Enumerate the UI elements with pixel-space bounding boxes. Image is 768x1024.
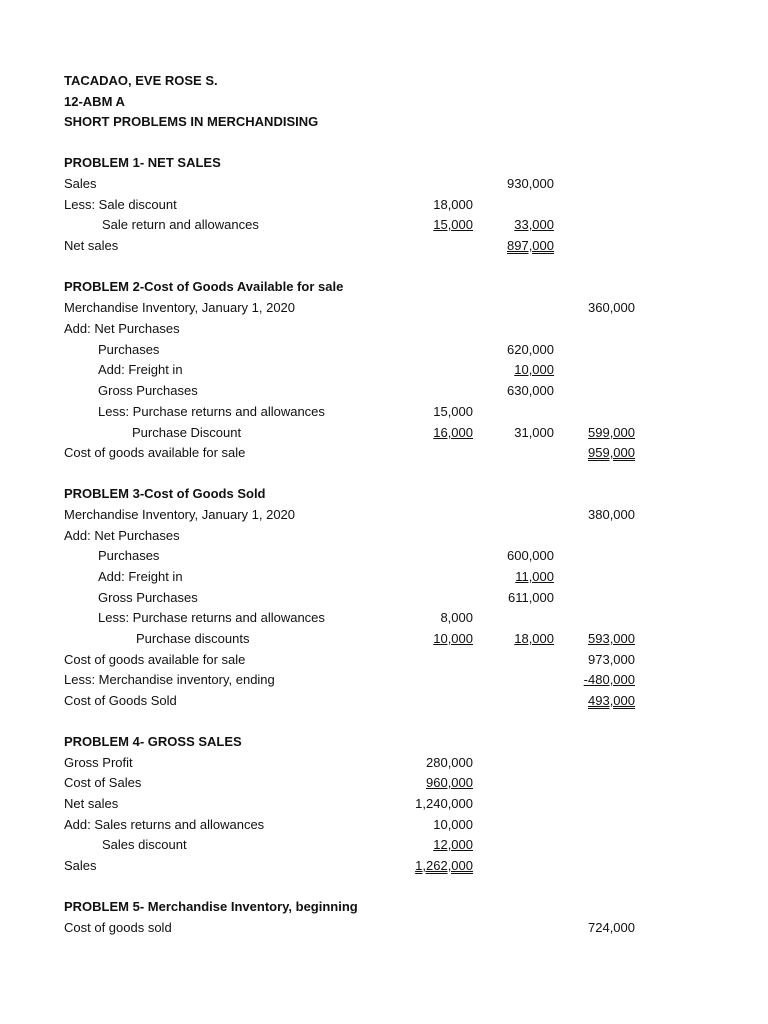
p1-row-net <box>0 235 768 256</box>
amount: 973,000 <box>588 652 635 667</box>
amount: 724,000 <box>588 920 635 935</box>
p4-row-sales <box>0 855 768 876</box>
row-label: Cost of Goods Sold <box>64 693 177 708</box>
row-label: Purchases <box>98 548 160 563</box>
p4-row-cost-of-sales <box>0 772 768 793</box>
problem-5-heading: PROBLEM 5- Merchandise Inventory, beginning <box>64 899 358 914</box>
row-label: Less: Purchase returns and allowances <box>98 610 325 625</box>
amount-total: 31,000 <box>514 425 554 440</box>
row-label: Less: Merchandise inventory, ending <box>64 672 275 687</box>
header-section-line <box>0 91 768 112</box>
problem-1-heading: PROBLEM 1- NET SALES <box>64 155 221 170</box>
row-label: Add: Sales returns and allowances <box>64 817 265 832</box>
p2-row-add <box>0 318 768 339</box>
p2-row-discount <box>0 422 768 443</box>
p1-row-discount <box>0 194 768 215</box>
p1-heading-line <box>0 152 768 173</box>
amount: 15,000 <box>433 217 473 232</box>
amount: 15,000 <box>433 404 473 419</box>
p4-heading-line <box>0 731 768 752</box>
p3-row-add <box>0 525 768 546</box>
row-label: Add: Net Purchases <box>64 321 180 336</box>
header-title-line <box>0 111 768 132</box>
amount: 360,000 <box>588 300 635 315</box>
row-label: Cost of Sales <box>64 775 142 790</box>
row-label: Sales <box>64 858 97 873</box>
p2-row-freight <box>0 359 768 380</box>
p3-row-returns <box>0 607 768 628</box>
amount-total: 897,000 <box>507 238 554 253</box>
p3-row-gross <box>0 587 768 608</box>
row-label: Cost of goods available for sale <box>64 445 246 460</box>
p3-heading-line <box>0 483 768 504</box>
amount: 930,000 <box>507 176 554 191</box>
amount-total: 18,000 <box>514 631 554 646</box>
header-name-line <box>0 70 768 91</box>
p2-row-inventory <box>0 297 768 318</box>
amount: 10,000 <box>514 362 554 377</box>
p3-row-ending <box>0 669 768 690</box>
row-label: Purchase Discount <box>132 425 242 440</box>
amount: -480,000 <box>583 672 635 687</box>
p1-row-returns <box>0 214 768 235</box>
p3-row-discount <box>0 628 768 649</box>
p4-row-returns <box>0 814 768 835</box>
p4-row-net-sales <box>0 793 768 814</box>
row-label: Sales discount <box>102 837 187 852</box>
p2-heading-line <box>0 276 768 297</box>
row-label: Cost of goods available for sale <box>64 652 246 667</box>
row-label: Purchases <box>98 342 160 357</box>
amount-total: 1,262,000 <box>415 858 473 873</box>
amount: 611,000 <box>507 590 554 605</box>
amount: 10,000 <box>433 817 473 832</box>
row-label: Gross Purchases <box>98 383 198 398</box>
p4-row-discount <box>0 834 768 855</box>
amount: 280,000 <box>426 755 473 770</box>
student-name: TACADAO, EVE ROSE S. <box>64 73 218 88</box>
amount-total: 599,000 <box>588 425 635 440</box>
p2-row-gross <box>0 380 768 401</box>
amount: 10,000 <box>433 631 473 646</box>
row-label: Net sales <box>64 238 119 253</box>
p2-row-returns <box>0 401 768 422</box>
p3-row-cogs <box>0 690 768 711</box>
amount: 8,000 <box>440 610 473 625</box>
amount: 620,000 <box>507 342 554 357</box>
row-label: Add: Net Purchases <box>64 528 180 543</box>
amount: 630,000 <box>507 383 554 398</box>
amount: 11,000 <box>515 569 554 584</box>
amount: 600,000 <box>507 548 554 563</box>
document-title: SHORT PROBLEMS IN MERCHANDISING <box>64 114 319 129</box>
amount-total: 959,000 <box>588 445 635 460</box>
p3-row-inventory <box>0 504 768 525</box>
row-label: Less: Purchase returns and allowances <box>98 404 325 419</box>
problem-2-heading: PROBLEM 2-Cost of Goods Available for sale <box>64 279 344 294</box>
p3-row-freight <box>0 566 768 587</box>
row-label: Gross Purchases <box>98 590 198 605</box>
row-label: Merchandise Inventory, January 1, 2020 <box>64 507 296 522</box>
amount: 380,000 <box>588 507 635 522</box>
p5-row-cogs <box>0 917 768 938</box>
problem-3-heading: PROBLEM 3-Cost of Goods Sold <box>64 486 266 501</box>
amount: 12,000 <box>433 837 473 852</box>
p2-row-cogas <box>0 442 768 463</box>
amount: 960,000 <box>426 775 473 790</box>
row-label: Sales <box>64 176 97 191</box>
amount: 1,240,000 <box>415 796 473 811</box>
row-label: Sale return and allowances <box>102 217 259 232</box>
p5-heading-line <box>0 896 768 917</box>
row-label: Add: Freight in <box>98 569 183 584</box>
problem-4-heading: PROBLEM 4- GROSS SALES <box>64 734 242 749</box>
class-section: 12-ABM A <box>64 94 125 109</box>
row-label: Net sales <box>64 796 119 811</box>
p3-row-cogas <box>0 649 768 670</box>
amount-total: 33,000 <box>514 217 554 232</box>
p2-row-purchases <box>0 339 768 360</box>
row-label: Add: Freight in <box>98 362 183 377</box>
p4-row-gross-profit <box>0 752 768 773</box>
row-label: Merchandise Inventory, January 1, 2020 <box>64 300 296 315</box>
row-label: Cost of goods sold <box>64 920 172 935</box>
p3-row-purchases <box>0 545 768 566</box>
row-label: Purchase discounts <box>136 631 250 646</box>
amount-total: 593,000 <box>588 631 635 646</box>
p1-row-sales <box>0 173 768 194</box>
amount-total: 493,000 <box>588 693 635 708</box>
row-label: Less: Sale discount <box>64 197 177 212</box>
amount: 18,000 <box>433 197 473 212</box>
row-label: Gross Profit <box>64 755 133 770</box>
amount: 16,000 <box>433 425 473 440</box>
